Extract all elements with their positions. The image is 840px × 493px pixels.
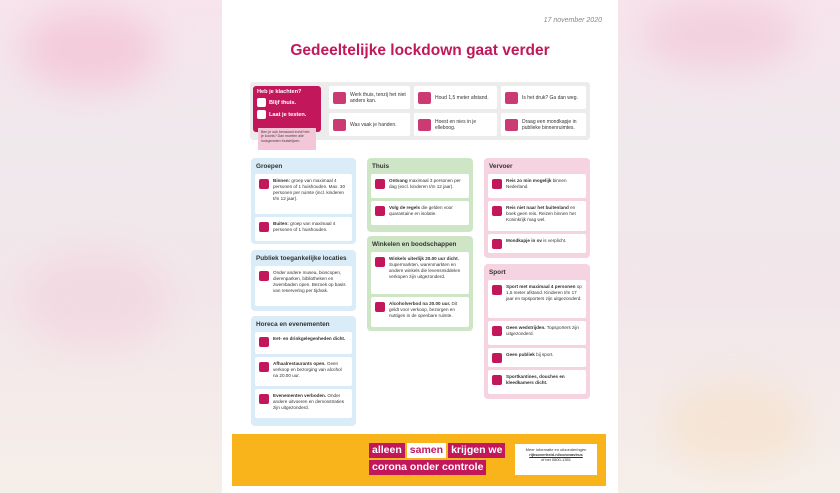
section-groepen — [251, 158, 356, 244]
section-vervoer — [484, 158, 590, 258]
section-item — [371, 297, 469, 327]
item-rest: Supermarkten, warenmarkten en andere winkels die levensmiddelen verkopen zijn uitgezonderd. — [389, 261, 461, 279]
cutlery-icon — [259, 362, 269, 372]
tree-icon — [259, 222, 269, 232]
item-bold: Winkels uiterlijk 20.00 uur dicht. — [389, 256, 459, 261]
section-item — [488, 234, 586, 253]
section-item — [488, 174, 586, 198]
item-rest: groep van maximaal 4 personen of 1 huishouden. — [273, 221, 336, 232]
item-bold: Afhaalrestaurants open. — [273, 361, 326, 366]
item-text — [273, 393, 348, 411]
section-heading: Groepen — [256, 163, 283, 170]
shopping-cart-icon — [375, 257, 385, 267]
section-heading: Winkelen en boodschappen — [372, 241, 457, 248]
section-heading: Horeca en evenementen — [256, 321, 330, 328]
item-text — [506, 374, 582, 386]
klachten-note: Ben je ook benauwd en/of heb je koorts? Dan moeten alle huisgenoten thuisblijven. — [258, 128, 316, 150]
slogan-word: corona onder controle — [369, 460, 486, 475]
klachten-panel — [253, 86, 321, 132]
background-blob — [20, 250, 170, 350]
slogan-word: krijgen we — [448, 443, 505, 458]
item-text — [389, 205, 465, 217]
section-heading: Thuis — [372, 163, 390, 170]
item-text — [506, 205, 582, 223]
section-publiek — [251, 250, 356, 311]
group-icon — [375, 179, 385, 189]
section-item — [371, 201, 469, 225]
rule-text: Hoest en nies in je elleboog. — [435, 118, 477, 131]
rule-item — [501, 113, 586, 136]
mask-icon — [505, 119, 518, 131]
slogan-row — [369, 460, 505, 475]
item-bold: Reis niet naar het buitenland — [506, 205, 569, 210]
house-icon — [492, 375, 502, 385]
crowd-icon — [505, 92, 518, 104]
item-text — [389, 256, 465, 280]
klachten-item — [257, 110, 317, 119]
item-text — [389, 178, 465, 190]
rule-text: Werk thuis, tenzij het niet anders kan. — [350, 91, 406, 104]
item-bold: Sportkantines, douches en kleedkamers dicht. — [506, 374, 565, 385]
section-item — [371, 174, 469, 198]
item-text — [273, 178, 348, 202]
section-thuis — [367, 158, 473, 232]
section-item — [255, 266, 352, 306]
item-text — [273, 336, 345, 342]
no-alcohol-icon — [375, 302, 385, 312]
klachten-item-label: Blijf thuis. — [269, 99, 297, 106]
sneeze-icon — [418, 119, 431, 131]
section-heading: Sport — [489, 269, 506, 276]
laptop-icon — [333, 92, 346, 104]
item-rest: is verplicht. — [542, 238, 567, 243]
rule-item — [414, 86, 497, 109]
slogan — [369, 443, 505, 477]
item-rest: maximaal 3 personen per dag (excl. kinderen t/m 12 jaar). — [389, 178, 461, 189]
document-date: 17 november 2020 — [543, 17, 602, 24]
background-blob — [20, 10, 160, 90]
rule-item — [501, 86, 586, 109]
item-text — [273, 221, 348, 233]
rule-item — [414, 113, 497, 136]
item-rest: die gelden voor quarantaine en isolatie. — [389, 205, 453, 216]
rule-item — [329, 86, 410, 109]
item-bold: Reis zo min mogelijk — [506, 178, 552, 183]
section-item — [371, 252, 469, 294]
section-item — [488, 280, 586, 318]
item-bold: Volg de regels — [389, 205, 421, 210]
item-bold: Eet- en drinkgelegenheden dicht. — [273, 336, 346, 341]
section-item — [488, 321, 586, 345]
item-rest: Geen verkoop en bezorging van alcohol na 20.00 uur. — [273, 361, 342, 378]
slogan-row — [369, 443, 505, 458]
football-icon — [492, 285, 502, 295]
suitcase-icon — [492, 206, 502, 216]
house-icon — [375, 206, 385, 216]
item-text — [506, 178, 582, 190]
section-item — [255, 174, 352, 214]
section-sport — [484, 264, 590, 399]
item-text — [506, 284, 582, 302]
item-rest: Topsporters zijn uitgezonderd. — [506, 325, 579, 336]
rule-text: Draag een mondkapje in publieke binnenruimtes. — [522, 118, 577, 131]
section-item — [255, 217, 352, 241]
item-text — [506, 238, 566, 244]
item-rest: Onder andere uitvoeren en demonstraties zijn uitgezonderd. — [273, 393, 344, 410]
distance-icon — [418, 92, 431, 104]
mask-icon — [492, 239, 502, 249]
klachten-heading: Heb je klachten? — [257, 89, 302, 95]
item-bold: Alcoholverbod na 20.00 uur. — [389, 301, 451, 306]
car-icon — [492, 179, 502, 189]
item-rest: Dit geldt voor verkoop, bezorgen en nuttigen in de openbare ruimte. — [389, 301, 458, 318]
document-page — [222, 0, 618, 493]
document-title: Gedeeltelijke lockdown gaat verder — [290, 42, 550, 59]
rule-text: Was vaak je handen. — [350, 121, 397, 128]
rule-text: Houd 1,5 meter afstand. — [435, 94, 489, 101]
audience-icon — [492, 353, 502, 363]
slogan-word: alleen — [369, 443, 405, 458]
rule-item — [329, 113, 410, 136]
item-rest: op 1,5 meter afstand. Kinderen t/m 17 jaar en topsporters zijn uitgezonderd. — [506, 284, 582, 301]
person-walking-icon — [259, 271, 269, 281]
background-blob — [660, 380, 810, 470]
rule-text: Is het druk? Ga dan weg. — [522, 94, 578, 101]
item-bold: Ontvang — [389, 178, 408, 183]
item-bold: Geen publiek — [506, 352, 535, 357]
section-item — [255, 357, 352, 386]
item-text — [389, 301, 465, 319]
footer-info-line: of bel 0800-1351 — [540, 457, 572, 463]
item-bold: Evenementen verboden. — [273, 393, 327, 398]
item-bold: Sport met maximaal 4 personen — [506, 284, 576, 289]
item-text — [273, 361, 348, 379]
item-bold: Buiten: — [273, 221, 289, 226]
footer-link-text[interactable]: rijksoverheid.nl/coronavirus — [529, 452, 583, 458]
item-rest: bij sport. — [534, 352, 554, 357]
item-text — [506, 352, 554, 358]
section-winkelen — [367, 236, 473, 331]
test-icon — [257, 110, 266, 119]
handwash-icon — [333, 119, 346, 131]
item-bold: Mondkapje in ov — [506, 238, 542, 243]
trophy-icon — [492, 326, 502, 336]
house-icon — [259, 179, 269, 189]
house-icon — [257, 98, 266, 107]
section-item — [488, 201, 586, 231]
section-item — [488, 348, 586, 367]
klachten-item — [257, 98, 317, 107]
slogan-word: samen — [407, 443, 446, 458]
section-heading: Vervoer — [489, 163, 513, 170]
footer-banner — [232, 434, 606, 486]
house-icon — [259, 337, 269, 347]
klachten-item-label: Laat je testen. — [269, 111, 307, 118]
footer-info-line: Meer informatie en uitzonderingen — [525, 447, 587, 452]
item-rest: groep van maximaal 4 personen of 1 huishouden. Max. 30 personen per ruimte (incl. kinderen t/m 12 jaar). — [273, 178, 346, 201]
item-text — [273, 270, 348, 294]
section-heading: Publiek toegankelijke locaties — [256, 255, 347, 262]
section-item — [255, 332, 352, 354]
section-item — [488, 370, 586, 394]
crowd-icon — [259, 394, 269, 404]
item-text — [506, 325, 582, 337]
item-rest: Onder andere musea, bioscopen, dierenparken, bibliotheken en zwembaden open. Bezoek op basis van reservering per tijdvak. — [273, 270, 346, 293]
background-blob — [640, 0, 800, 70]
section-horeca — [251, 316, 356, 426]
item-bold: Geen wedstrijden. — [506, 325, 546, 330]
item-rest: binnen Nederland. — [506, 178, 567, 189]
item-rest: en boek geen reis. Reizen binnen het Koninkrijk mag wel. — [506, 205, 576, 222]
item-bold: Binnen: — [273, 178, 291, 183]
footer-info — [515, 444, 597, 475]
section-item — [255, 389, 352, 418]
